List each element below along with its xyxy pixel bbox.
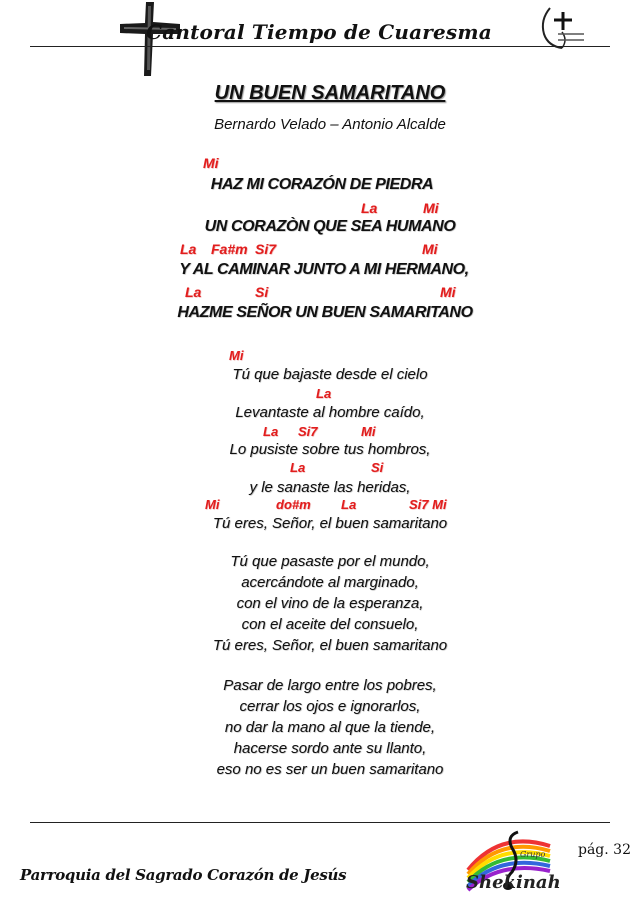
chord: La [180,241,197,257]
verse-line: Tú que pasaste por el mundo, [230,553,430,570]
group-small-label: Grupo [520,850,546,859]
header-rule [30,46,610,47]
chorus-line: HAZ MI CORAZÓN DE PIEDRA [210,176,434,193]
chord: Mi [361,424,376,439]
chord: Fa#m [211,241,248,257]
chord: Mi [440,284,456,300]
verse-line: Tú eres, Señor, el buen samaritano [212,515,448,532]
chorus-line: HAZME SEÑOR UN BUEN SAMARITANO [177,304,473,321]
verse-line: no dar la mano al que la tiende, [224,719,436,736]
verse-line: cerrar los ojos e ignorarlos, [239,698,421,715]
chord: Si7 [255,241,277,257]
chord: La [290,460,306,475]
verse-line: hacerse sordo ante su llanto, [233,740,427,757]
group-name: Shekinah [466,872,561,893]
verse-line: con el vino de la esperanza, [236,595,424,612]
verse-line: Tú que bajaste desde el cielo [232,366,428,383]
chord: Si [371,460,384,475]
chord: Mi [203,155,219,171]
chord: La [361,200,378,216]
chord: Mi [423,200,439,216]
chorus-line: UN CORAZÒN QUE SEA HUMANO [204,218,456,235]
song-authors: Bernardo Velado – Antonio Alcalde [214,116,446,133]
fish-cross-icon [538,4,590,52]
chorus-line: Y AL CAMINAR JUNTO A MI HERMANO, [179,261,469,278]
chord: Si [255,284,269,300]
verse-line: y le sanaste las heridas, [249,479,411,496]
verse-line: Levantaste al hombre caído, [235,404,425,421]
parish-name: Parroquia del Sagrado Corazón de Jesús [20,866,347,884]
chord: La [316,386,332,401]
chord: Mi [205,497,220,512]
verse-line: con el aceite del consuelo, [241,616,419,633]
verse-line: Lo pusiste sobre tus hombros, [229,441,431,458]
chord: do#m [276,497,311,512]
chord: Si7 Mi [409,497,447,512]
chord: La [263,424,279,439]
verse-line: Pasar de largo entre los pobres, [223,677,437,694]
page-number: pág. 32 [578,842,631,858]
verse-line: acercándote al marginado, [241,574,419,591]
chord: Mi [422,241,438,257]
chord: La [341,497,357,512]
header-title: Cantoral Tiempo de Cuaresma [146,20,492,44]
verse-line: eso no es ser un buen samaritano [216,761,444,778]
song-title: UN BUEN SAMARITANO [214,82,446,104]
chord: La [185,284,202,300]
chord: Mi [229,348,244,363]
footer-rule [30,822,610,823]
verse-line: Tú eres, Señor, el buen samaritano [212,637,448,654]
chord: Si7 [298,424,318,439]
